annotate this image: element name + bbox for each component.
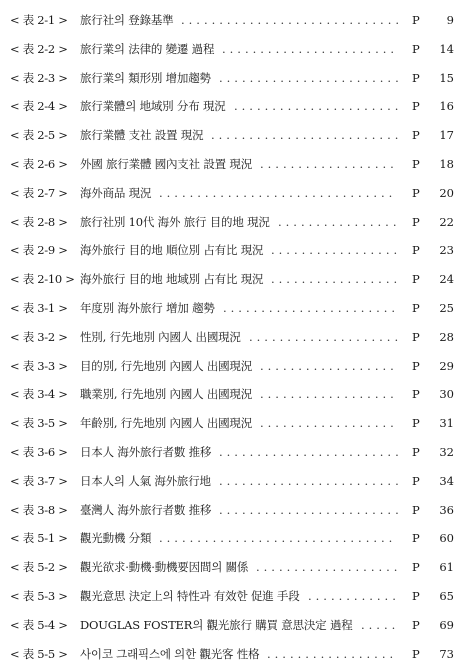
- toc-entry-label: < 表 3-3 >: [10, 358, 68, 373]
- toc-leader-dots: .................: [271, 243, 402, 258]
- toc-entry-title: 年齡別, 行先地別 內國人 出國現況: [80, 416, 253, 431]
- toc-entry-title: 年度別 海外旅行 增加 趨勢: [80, 300, 215, 315]
- toc-page-prefix: P: [412, 272, 420, 287]
- toc-leader-dots: ......................: [234, 99, 403, 114]
- toc-page-prefix: P: [412, 99, 420, 114]
- toc-page-number: 30: [439, 387, 454, 402]
- toc-entry: [0, 150, 460, 179]
- toc-entry-label: < 表 2-1 >: [10, 13, 68, 27]
- toc-entry-label: < 表 5-2 >: [10, 560, 68, 575]
- toc-page-number: 65: [439, 588, 454, 603]
- toc-entry-label: < 表 3-2 >: [10, 329, 68, 344]
- table-of-contents: [0, 6, 460, 668]
- toc-entry-title: 海外旅行 目的地 順位別 占有比 現況: [80, 243, 264, 258]
- toc-page-number: 69: [439, 617, 454, 632]
- toc-page-prefix: P: [412, 560, 420, 575]
- toc-page-number: 25: [439, 300, 454, 315]
- toc-entry: [0, 64, 460, 93]
- toc-entry-title: 사이코 그래픽스에 의한 觀光客 性格: [80, 646, 260, 661]
- toc-page-prefix: P: [412, 531, 420, 546]
- toc-page-prefix: P: [412, 185, 420, 200]
- toc-entry: [0, 35, 460, 64]
- toc-page-prefix: P: [412, 243, 420, 258]
- toc-entry-label: < 表 3-8 >: [10, 502, 68, 517]
- toc-entry-title: 海外商品 現況: [80, 185, 152, 200]
- toc-leader-dots: .................: [267, 646, 398, 661]
- toc-page-number: 20: [439, 185, 454, 200]
- toc-entry-title: 旅行社別 10代 海外 旅行 目的地 現況: [80, 214, 270, 229]
- toc-entry: [0, 553, 460, 582]
- toc-entry-label: < 表 2-4 >: [10, 99, 68, 114]
- toc-page-prefix: P: [412, 329, 420, 344]
- toc-leader-dots: .............................: [181, 13, 404, 27]
- toc-entry-title: 觀光意思 決定上의 特性과 有效한 促進 手段: [80, 588, 300, 603]
- toc-page-prefix: P: [412, 358, 420, 373]
- toc-entry: [0, 294, 460, 323]
- toc-leader-dots: ..................: [260, 358, 398, 373]
- toc-entry-label: < 表 5-4 >: [10, 617, 68, 632]
- toc-entry-title: 外國 旅行業體 國內支社 設置 現況: [80, 156, 253, 171]
- toc-entry-title: 職業別, 行先地別 內國人 出國現況: [80, 387, 253, 402]
- toc-entry: [0, 121, 460, 150]
- toc-leader-dots: ........................: [219, 70, 403, 85]
- toc-leader-dots: .....: [361, 617, 400, 632]
- toc-page-prefix: P: [412, 416, 420, 431]
- toc-page-prefix: P: [412, 13, 420, 27]
- toc-leader-dots: ..................: [260, 416, 398, 431]
- toc-page-prefix: P: [412, 156, 420, 171]
- toc-leader-dots: ........................: [219, 502, 403, 517]
- toc-page-prefix: P: [412, 473, 420, 488]
- toc-entry: [0, 6, 460, 35]
- toc-entry-title: 目的別, 行先地別 內國人 出國現況: [80, 358, 253, 373]
- toc-page-number: 31: [439, 416, 454, 431]
- toc-entry-title: 日本人의 人氣 海外旅行地: [80, 473, 211, 488]
- toc-leader-dots: ........................: [219, 473, 403, 488]
- toc-entry: [0, 438, 460, 467]
- toc-entry-label: < 表 2-2 >: [10, 41, 68, 56]
- toc-entry: [0, 409, 460, 438]
- toc-entry: [0, 640, 460, 668]
- toc-leader-dots: .................: [271, 272, 402, 287]
- toc-entry-label: < 表 2-7 >: [10, 185, 68, 200]
- toc-entry: [0, 611, 460, 640]
- toc-entry-title: DOUGLAS FOSTER의 觀光旅行 購買 意思決定 過程: [80, 617, 353, 632]
- toc-page-prefix: P: [412, 646, 420, 661]
- toc-page-number: 18: [439, 156, 454, 171]
- toc-entry-label: < 表 3-6 >: [10, 444, 68, 459]
- toc-leader-dots: ...............................: [159, 185, 397, 200]
- toc-entry: [0, 92, 460, 121]
- toc-page-prefix: P: [412, 387, 420, 402]
- toc-page-number: 60: [439, 531, 454, 546]
- toc-entry: [0, 380, 460, 409]
- toc-entry: [0, 236, 460, 265]
- toc-entry-title: 旅行社의 登錄基準: [80, 13, 174, 27]
- toc-leader-dots: ............: [308, 588, 400, 603]
- toc-entry: [0, 323, 460, 352]
- toc-page-prefix: P: [412, 617, 420, 632]
- toc-entry: [0, 496, 460, 525]
- toc-page-number: 23: [439, 243, 454, 258]
- toc-page-prefix: P: [412, 70, 420, 85]
- toc-page-number: 61: [439, 560, 454, 575]
- toc-page-number: 73: [439, 646, 454, 661]
- toc-page-prefix: P: [412, 502, 420, 517]
- toc-entry-title: 旅行業體 支社 設置 現況: [80, 128, 204, 143]
- toc-entry-label: < 表 2-10 >: [10, 272, 75, 287]
- toc-entry-label: < 表 5-3 >: [10, 588, 68, 603]
- toc-page-prefix: P: [412, 128, 420, 143]
- toc-entry: [0, 179, 460, 208]
- toc-entry: [0, 265, 460, 294]
- toc-entry-label: < 表 2-9 >: [10, 243, 68, 258]
- toc-page-prefix: P: [412, 300, 420, 315]
- toc-entry: [0, 352, 460, 381]
- toc-leader-dots: ....................: [249, 329, 403, 344]
- toc-page-prefix: P: [412, 444, 420, 459]
- toc-page-number: 9: [446, 13, 454, 27]
- toc-leader-dots: ..................: [260, 387, 398, 402]
- toc-entry: [0, 467, 460, 496]
- toc-entry: [0, 208, 460, 237]
- toc-entry-label: < 表 3-1 >: [10, 300, 68, 315]
- toc-page-number: 29: [439, 358, 454, 373]
- toc-entry-title: 臺灣人 海外旅行者數 推移: [80, 502, 212, 517]
- toc-page-number: 32: [439, 444, 454, 459]
- toc-entry-label: < 表 3-5 >: [10, 416, 68, 431]
- toc-entry-title: 觀光欲求·動機·動機要因間의 關係: [80, 560, 249, 575]
- toc-entry-label: < 表 2-5 >: [10, 128, 68, 143]
- toc-page-number: 22: [439, 214, 454, 229]
- toc-entry-title: 旅行業의 法律的 變遷 過程: [80, 41, 215, 56]
- toc-leader-dots: .........................: [211, 128, 403, 143]
- toc-page-prefix: P: [412, 41, 420, 56]
- toc-entry-title: 性別, 行先地別 內國人 出國現況: [80, 329, 241, 344]
- toc-entry-label: < 表 3-4 >: [10, 387, 68, 402]
- toc-entry-label: < 表 3-7 >: [10, 473, 68, 488]
- toc-entry-title: 觀光動機 分類: [80, 531, 152, 546]
- toc-page-prefix: P: [412, 588, 420, 603]
- toc-entry-label: < 表 2-8 >: [10, 214, 68, 229]
- toc-leader-dots: ........................: [219, 444, 403, 459]
- toc-leader-dots: ...............................: [159, 531, 397, 546]
- toc-entry-label: < 表 2-3 >: [10, 70, 68, 85]
- toc-page-prefix: P: [412, 214, 420, 229]
- toc-leader-dots: .......................: [223, 300, 400, 315]
- toc-page-number: 34: [439, 473, 454, 488]
- toc-page-number: 17: [439, 128, 454, 143]
- toc-entry-label: < 表 5-1 >: [10, 531, 68, 546]
- toc-page-number: 14: [439, 41, 454, 56]
- toc-entry-title: 旅行業의 類形別 增加趨勢: [80, 70, 211, 85]
- toc-page-number: 16: [439, 99, 454, 114]
- toc-page-number: 15: [439, 70, 454, 85]
- toc-leader-dots: .......................: [222, 41, 399, 56]
- toc-page-number: 28: [439, 329, 454, 344]
- toc-entry-label: < 表 2-6 >: [10, 156, 68, 171]
- toc-entry: [0, 582, 460, 611]
- toc-page-number: 24: [439, 272, 454, 287]
- toc-entry-label: < 表 5-5 >: [10, 646, 68, 661]
- toc-entry-title: 旅行業體의 地域別 分布 現況: [80, 99, 226, 114]
- toc-entry-title: 日本人 海外旅行者數 推移: [80, 444, 212, 459]
- toc-leader-dots: ................: [278, 214, 401, 229]
- toc-page-number: 36: [439, 502, 454, 517]
- toc-entry-title: 海外旅行 目的地 地域別 占有比 現況: [80, 272, 264, 287]
- toc-entry: [0, 524, 460, 553]
- toc-leader-dots: ..................: [260, 156, 398, 171]
- toc-leader-dots: ...................: [256, 560, 402, 575]
